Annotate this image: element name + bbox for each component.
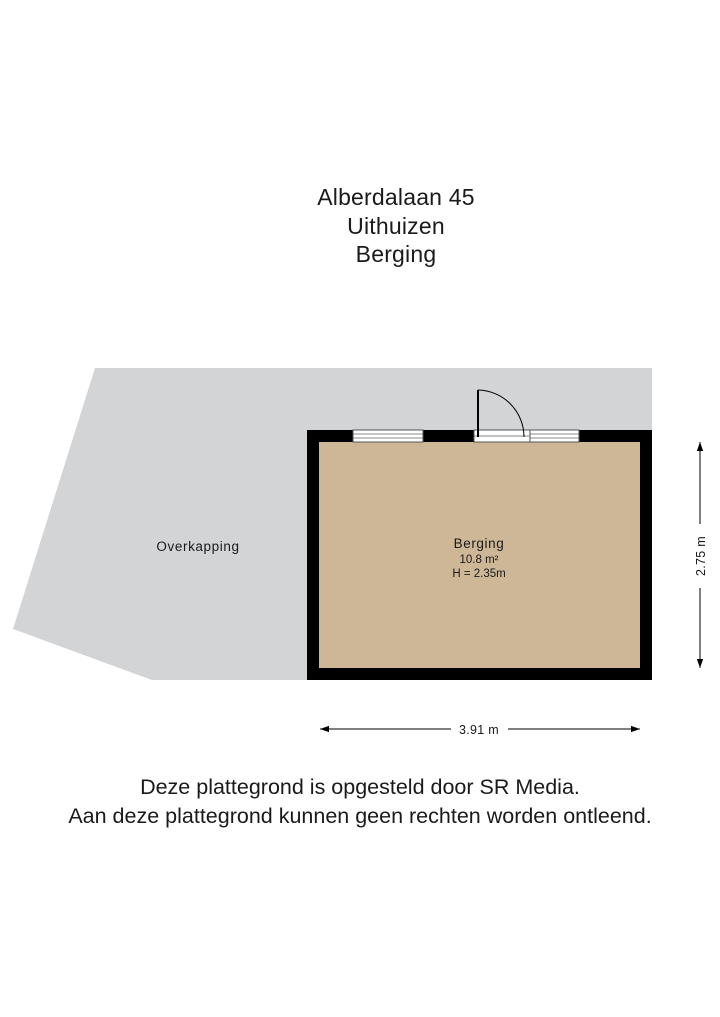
city-title: Uithuizen <box>347 213 445 239</box>
berging-height: H = 2.35m <box>452 568 506 580</box>
floor-title: Berging <box>355 241 437 267</box>
disclaimer-line-2: Aan deze plattegrond kunnen geen rechten worden ontleend. <box>68 804 652 828</box>
overkapping-label: Overkapping <box>156 539 240 554</box>
address-title: Alberdalaan 45 <box>317 184 475 210</box>
disclaimer-line-1: Deze plattegrond is opgesteld door SR Media. <box>140 775 580 799</box>
depth-dimension-label: 2.75 m <box>694 535 708 577</box>
window-left <box>353 430 423 442</box>
window-right <box>530 430 579 442</box>
width-dimension-label: 3.91 m <box>458 723 500 737</box>
berging-area: 10.8 m² <box>459 554 499 566</box>
berging-label: Berging <box>453 536 505 551</box>
